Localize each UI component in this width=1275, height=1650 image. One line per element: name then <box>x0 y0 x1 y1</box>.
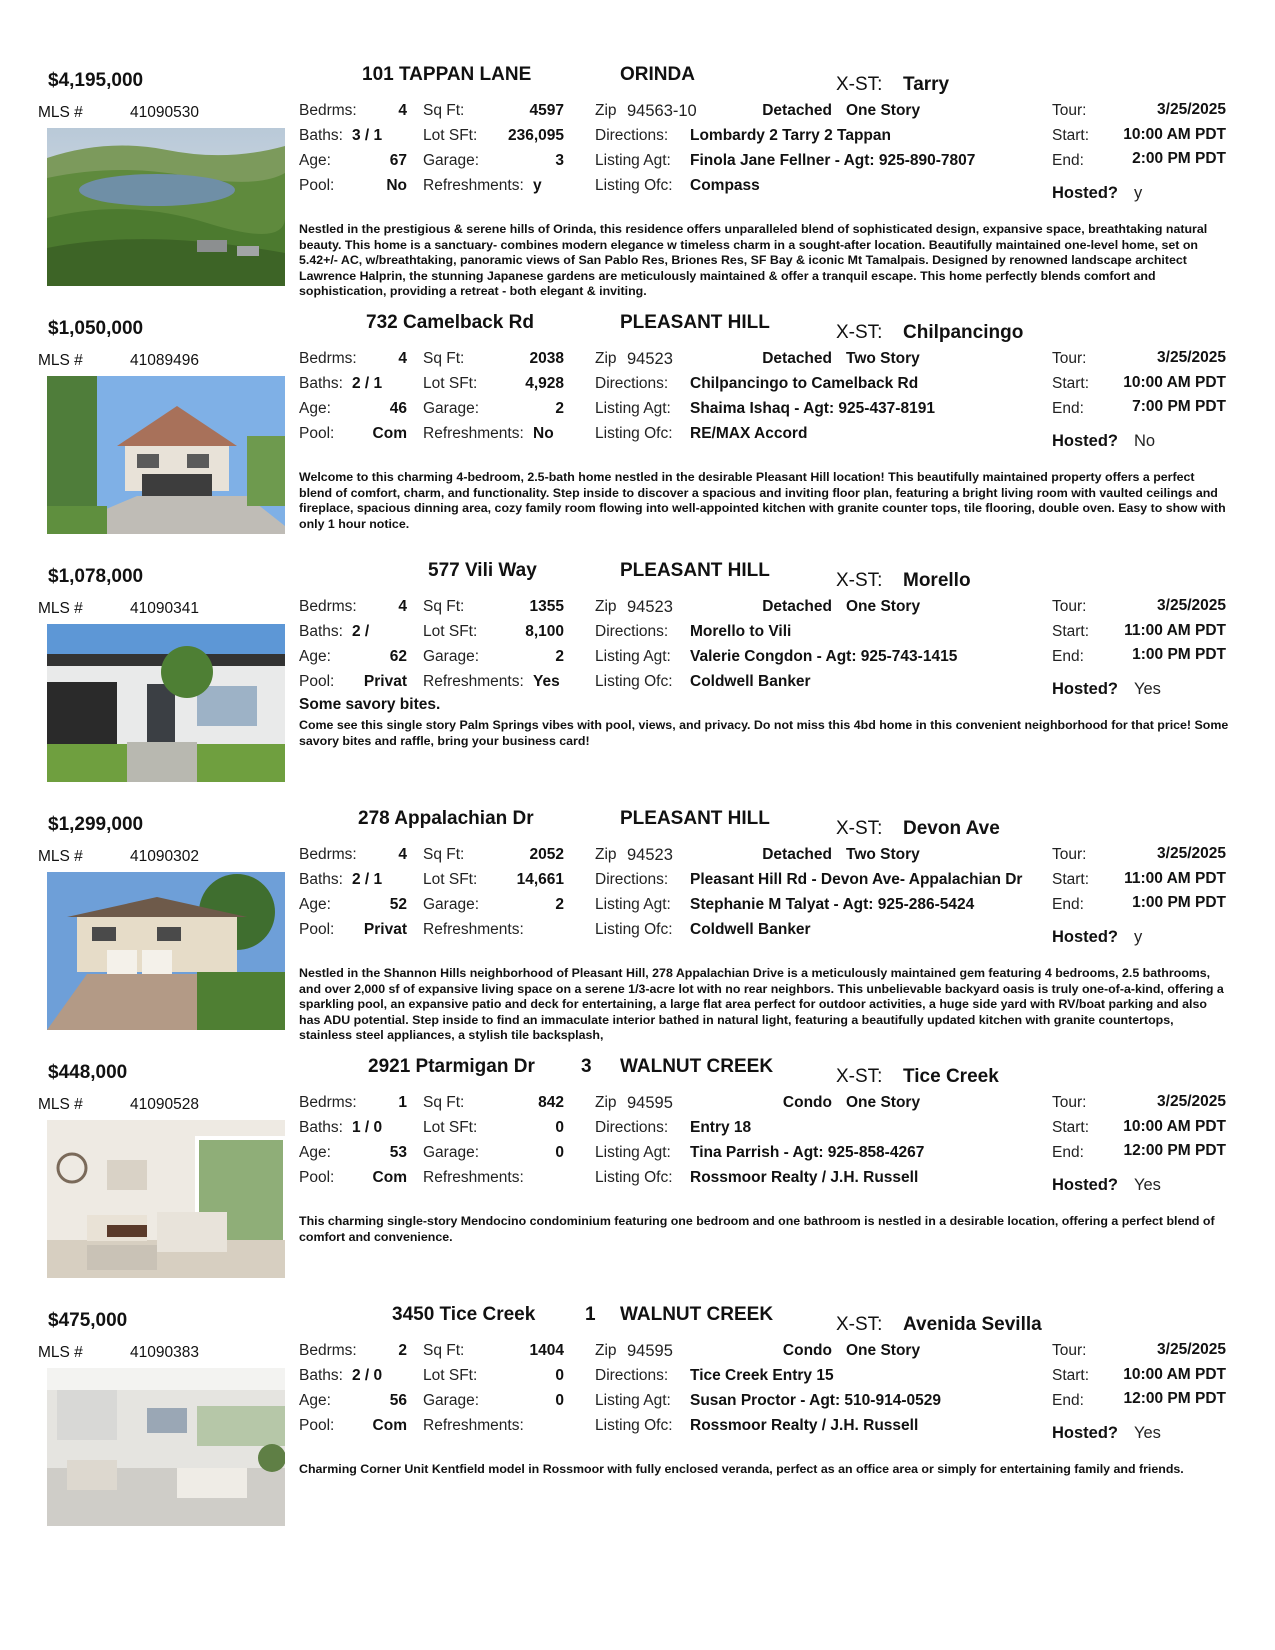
garage-label: Garage: <box>423 400 480 417</box>
zip-value: 94523 <box>627 598 673 616</box>
tour-date: 3/25/2025 <box>1157 349 1226 366</box>
mls-label: MLS # <box>38 600 83 617</box>
start-label: Start: <box>1052 1367 1090 1384</box>
refreshments-label: Refreshments: <box>423 1169 524 1186</box>
garage-value: 2 <box>555 896 564 913</box>
listing-address: 2921 Ptarmigan Dr <box>368 1056 535 1077</box>
start-label: Start: <box>1052 623 1090 640</box>
start-time: 10:00 AM PDT <box>1123 126 1226 143</box>
property-photo <box>47 1120 285 1278</box>
listing-note: Some savory bites. <box>299 696 441 713</box>
zip-value: 94563-10 <box>627 102 697 120</box>
pool-label: Pool: <box>299 673 335 690</box>
bedrooms-value: 4 <box>398 846 407 863</box>
pool-value: Privat <box>363 921 407 938</box>
refreshments-label: Refreshments: <box>423 177 524 194</box>
lot-sqft-label: Lot SFt: <box>423 623 478 640</box>
listing-price: $448,000 <box>48 1062 128 1083</box>
zip-label: Zip <box>595 1342 617 1359</box>
refreshments-value: No <box>533 425 554 442</box>
pool-value: No <box>386 177 407 194</box>
tour-date: 3/25/2025 <box>1157 1341 1226 1358</box>
hosted-value: No <box>1134 432 1156 450</box>
bedrooms-label: Bedrms: <box>299 846 357 863</box>
tour-date: 3/25/2025 <box>1157 1093 1226 1110</box>
mls-number: 41090383 <box>130 1344 199 1361</box>
baths-value: 2 / 0 <box>352 1367 383 1384</box>
end-time: 12:00 PM PDT <box>1123 1390 1226 1407</box>
listing-agent-label: Listing Agt: <box>595 1392 671 1409</box>
bedrooms-value: 1 <box>398 1094 407 1111</box>
pool-value: Com <box>372 1169 407 1186</box>
zip-label: Zip <box>595 102 617 119</box>
mls-label: MLS # <box>38 352 83 369</box>
baths-value: 2 / 1 <box>352 375 383 392</box>
bedrooms-label: Bedrms: <box>299 102 357 119</box>
mls-label: MLS # <box>38 848 83 865</box>
hosted-label: Hosted? <box>1052 1424 1118 1442</box>
stories: One Story <box>846 598 921 615</box>
listing-price: $4,195,000 <box>48 70 144 91</box>
listing-agent-value: Stephanie M Talyat - Agt: 925-286-5424 <box>690 896 975 913</box>
directions-value: Morello to Vili <box>690 623 792 640</box>
listing-unit: 1 <box>585 1304 596 1325</box>
garage-label: Garage: <box>423 152 480 169</box>
garage-value: 3 <box>555 152 564 169</box>
sqft-value: 1404 <box>529 1342 564 1359</box>
start-label: Start: <box>1052 871 1090 888</box>
start-time: 10:00 AM PDT <box>1123 374 1226 391</box>
listing-agent-value: Shaima Ishaq - Agt: 925-437-8191 <box>690 400 935 417</box>
lot-sqft-value: 14,661 <box>516 871 564 888</box>
zip-value: 94523 <box>627 350 673 368</box>
end-label: End: <box>1052 400 1084 417</box>
sqft-label: Sq Ft: <box>423 1342 465 1359</box>
baths-label: Baths: <box>299 1367 343 1384</box>
stories: Two Story <box>846 350 920 367</box>
sqft-label: Sq Ft: <box>423 102 465 119</box>
refreshments-label: Refreshments: <box>423 921 524 938</box>
listing-city: ORINDA <box>620 64 695 85</box>
directions-value: Chilpancingo to Camelback Rd <box>690 375 919 392</box>
age-label: Age: <box>299 152 331 169</box>
sqft-label: Sq Ft: <box>423 598 465 615</box>
zip-label: Zip <box>595 846 617 863</box>
tour-label: Tour: <box>1052 598 1087 615</box>
hosted-label: Hosted? <box>1052 432 1118 450</box>
pool-label: Pool: <box>299 921 335 938</box>
bedrooms-label: Bedrms: <box>299 1342 357 1359</box>
property-photo <box>47 376 285 534</box>
mls-number: 41090341 <box>130 600 199 617</box>
listing-2 <box>0 306 1275 568</box>
end-label: End: <box>1052 1144 1084 1161</box>
listing-address: 577 Vili Way <box>428 560 537 581</box>
cross-street-value: Devon Ave <box>903 818 1000 839</box>
listing-agent-value: Valerie Congdon - Agt: 925-743-1415 <box>690 648 958 665</box>
sqft-value: 4597 <box>529 102 564 119</box>
lot-sqft-value: 0 <box>555 1367 564 1384</box>
tour-date: 3/25/2025 <box>1157 101 1226 118</box>
listing-price: $1,050,000 <box>48 318 144 339</box>
zip-label: Zip <box>595 350 617 367</box>
baths-value: 2 / 1 <box>352 871 383 888</box>
pool-value: Privat <box>363 673 407 690</box>
hosted-value: Yes <box>1134 1424 1161 1442</box>
tour-label: Tour: <box>1052 102 1087 119</box>
lot-sqft-label: Lot SFt: <box>423 1119 478 1136</box>
lot-sqft-value: 0 <box>555 1119 564 1136</box>
tour-label: Tour: <box>1052 846 1087 863</box>
listing-office-value: Coldwell Banker <box>690 921 811 938</box>
cross-street-label: X-ST: <box>836 1314 883 1335</box>
bedrooms-value: 4 <box>398 350 407 367</box>
hosted-label: Hosted? <box>1052 1176 1118 1194</box>
end-label: End: <box>1052 1392 1084 1409</box>
mls-number: 41090530 <box>130 104 199 121</box>
property-photo <box>47 128 285 286</box>
end-label: End: <box>1052 896 1084 913</box>
pool-label: Pool: <box>299 425 335 442</box>
listing-office-label: Listing Ofc: <box>595 1169 673 1186</box>
listing-3 <box>0 554 1275 816</box>
lot-sqft-label: Lot SFt: <box>423 127 478 144</box>
listing-price: $1,078,000 <box>48 566 144 587</box>
mls-number: 41090528 <box>130 1096 199 1113</box>
cross-street-value: Tarry <box>903 74 950 95</box>
baths-value: 2 / <box>352 623 370 640</box>
bedrooms-label: Bedrms: <box>299 350 357 367</box>
end-label: End: <box>1052 648 1084 665</box>
refreshments-label: Refreshments: <box>423 425 524 442</box>
sqft-value: 2038 <box>529 350 564 367</box>
lot-sqft-value: 8,100 <box>525 623 564 640</box>
lot-sqft-label: Lot SFt: <box>423 871 478 888</box>
start-label: Start: <box>1052 1119 1090 1136</box>
baths-value: 1 / 0 <box>352 1119 383 1136</box>
listing-agent-label: Listing Agt: <box>595 648 671 665</box>
property-photo <box>47 1368 285 1526</box>
stories: One Story <box>846 102 921 119</box>
age-label: Age: <box>299 1392 331 1409</box>
end-time: 12:00 PM PDT <box>1123 1142 1226 1159</box>
sqft-value: 1355 <box>529 598 564 615</box>
garage-label: Garage: <box>423 1144 480 1161</box>
directions-value: Tice Creek Entry 15 <box>690 1367 834 1384</box>
listing-address: 278 Appalachian Dr <box>358 808 534 829</box>
bedrooms-label: Bedrms: <box>299 598 357 615</box>
listing-description: Come see this single story Palm Springs vibes with pool, views, and privacy. Do not miss this 4bd home in this convenient neighborhood for that price! Some savory bites and raffle, bring your business card! <box>299 718 1229 748</box>
garage-label: Garage: <box>423 648 480 665</box>
property-photo <box>47 624 285 782</box>
listing-agent-label: Listing Agt: <box>595 400 671 417</box>
directions-label: Directions: <box>595 1367 669 1384</box>
listing-office-label: Listing Ofc: <box>595 177 673 194</box>
stories: One Story <box>846 1342 921 1359</box>
directions-label: Directions: <box>595 127 669 144</box>
cross-street-label: X-ST: <box>836 818 883 839</box>
listing-city: WALNUT CREEK <box>620 1304 774 1325</box>
listing-address: 101 TAPPAN LANE <box>362 64 532 85</box>
garage-value: 2 <box>555 648 564 665</box>
property-type: Detached <box>762 846 832 863</box>
age-value: 67 <box>389 152 407 169</box>
age-label: Age: <box>299 648 331 665</box>
property-type: Detached <box>762 102 832 119</box>
hosted-value: Yes <box>1134 1176 1161 1194</box>
age-label: Age: <box>299 400 331 417</box>
property-type: Condo <box>782 1342 832 1359</box>
zip-label: Zip <box>595 1094 617 1111</box>
hosted-value: Yes <box>1134 680 1161 698</box>
property-type: Detached <box>762 598 832 615</box>
pool-value: Com <box>372 1417 407 1434</box>
mls-label: MLS # <box>38 1096 83 1113</box>
age-value: 56 <box>389 1392 407 1409</box>
end-time: 1:00 PM PDT <box>1132 646 1226 663</box>
baths-label: Baths: <box>299 127 343 144</box>
tour-label: Tour: <box>1052 1342 1087 1359</box>
garage-label: Garage: <box>423 896 480 913</box>
directions-label: Directions: <box>595 871 669 888</box>
baths-label: Baths: <box>299 1119 343 1136</box>
listing-address: 3450 Tice Creek <box>392 1304 536 1325</box>
age-value: 62 <box>389 648 407 665</box>
listing-address: 732 Camelback Rd <box>366 312 534 333</box>
end-label: End: <box>1052 152 1084 169</box>
garage-value: 2 <box>555 400 564 417</box>
cross-street-value: Chilpancingo <box>903 322 1024 343</box>
listing-agent-value: Susan Proctor - Agt: 510-914-0529 <box>690 1392 941 1409</box>
listing-agent-value: Finola Jane Fellner - Agt: 925-890-7807 <box>690 152 976 169</box>
hosted-label: Hosted? <box>1052 928 1118 946</box>
garage-label: Garage: <box>423 1392 480 1409</box>
pool-value: Com <box>372 425 407 442</box>
baths-value: 3 / 1 <box>352 127 383 144</box>
baths-label: Baths: <box>299 623 343 640</box>
refreshments-label: Refreshments: <box>423 1417 524 1434</box>
mls-number: 41089496 <box>130 352 199 369</box>
baths-label: Baths: <box>299 871 343 888</box>
property-photo <box>47 872 285 1030</box>
age-label: Age: <box>299 1144 331 1161</box>
start-label: Start: <box>1052 127 1090 144</box>
property-type: Condo <box>782 1094 832 1111</box>
start-time: 10:00 AM PDT <box>1123 1366 1226 1383</box>
stories: One Story <box>846 1094 921 1111</box>
cross-street-label: X-ST: <box>836 74 883 95</box>
mls-number: 41090302 <box>130 848 199 865</box>
start-time: 11:00 AM PDT <box>1124 870 1226 887</box>
lot-sqft-label: Lot SFt: <box>423 1367 478 1384</box>
bedrooms-label: Bedrms: <box>299 1094 357 1111</box>
directions-value: Entry 18 <box>690 1119 752 1136</box>
listing-office-value: Rossmoor Realty / J.H. Russell <box>690 1417 919 1434</box>
listing-unit: 3 <box>581 1056 592 1077</box>
lot-sqft-value: 4,928 <box>525 375 564 392</box>
listing-office-label: Listing Ofc: <box>595 921 673 938</box>
refreshments-label: Refreshments: <box>423 673 524 690</box>
zip-value: 94595 <box>627 1094 673 1112</box>
start-label: Start: <box>1052 375 1090 392</box>
sqft-label: Sq Ft: <box>423 350 465 367</box>
refreshments-value: Yes <box>533 673 560 690</box>
baths-label: Baths: <box>299 375 343 392</box>
zip-label: Zip <box>595 598 617 615</box>
lot-sqft-label: Lot SFt: <box>423 375 478 392</box>
listing-office-label: Listing Ofc: <box>595 1417 673 1434</box>
sqft-value: 2052 <box>529 846 564 863</box>
zip-value: 94523 <box>627 846 673 864</box>
pool-label: Pool: <box>299 1417 335 1434</box>
listing-city: PLEASANT HILL <box>620 560 770 581</box>
stories: Two Story <box>846 846 920 863</box>
listing-description: Charming Corner Unit Kentfield model in Rossmoor with fully enclosed veranda, perfect as an office area or simply for entertaining family and friends. <box>299 1462 1184 1476</box>
listing-office-value: RE/MAX Accord <box>690 425 808 442</box>
listing-5 <box>0 1050 1275 1312</box>
listing-office-label: Listing Ofc: <box>595 425 673 442</box>
tour-label: Tour: <box>1052 350 1087 367</box>
directions-value: Lombardy 2 Tarry 2 Tappan <box>690 127 891 144</box>
end-time: 1:00 PM PDT <box>1132 894 1226 911</box>
tour-label: Tour: <box>1052 1094 1087 1111</box>
garage-value: 0 <box>555 1144 564 1161</box>
pool-label: Pool: <box>299 177 335 194</box>
sqft-value: 842 <box>538 1094 564 1111</box>
sqft-label: Sq Ft: <box>423 846 465 863</box>
listing-4 <box>0 802 1275 1064</box>
lot-sqft-value: 236,095 <box>507 127 564 144</box>
end-time: 7:00 PM PDT <box>1132 398 1226 415</box>
bedrooms-value: 4 <box>398 102 407 119</box>
directions-value: Pleasant Hill Rd - Devon Ave- Appalachian Dr <box>690 871 1023 888</box>
cross-street-value: Tice Creek <box>903 1066 999 1087</box>
bedrooms-value: 4 <box>398 598 407 615</box>
listing-description: Nestled in the Shannon Hills neighborhood of Pleasant Hill, 278 Appalachian Drive is a meticulously maintained gem featuring 4 bedrooms, 2.5 bathrooms, and over 2,000 sf of expansive living space on a serene 1/3-acre lot with no rear neighbors. This unbelievable backyard oasis is truly one-of-a-kind, offering a sparkling pool, an expansive patio and deck for entertaining, a large flat area perfect for outdoor activities, a huge side yard with RV/boat parking and also has ADU potential. Step inside to find an immaculate interior bathed in natural light, featuring a beautifully updated kitchen with granite countertops, stainless steel appliances, a stylish tile backsplash, <box>299 966 1224 1043</box>
listing-city: PLEASANT HILL <box>620 808 770 829</box>
age-value: 46 <box>389 400 407 417</box>
end-time: 2:00 PM PDT <box>1132 150 1226 167</box>
hosted-value: y <box>1134 184 1143 202</box>
listing-office-value: Coldwell Banker <box>690 673 811 690</box>
cross-street-value: Avenida Sevilla <box>903 1314 1042 1335</box>
listing-description: Welcome to this charming 4-bedroom, 2.5-bath home nestled in the desirable Pleasant Hill location! This beautifully maintained property offers a perfect blend of comfort, charm, and functionality. Step inside to discover a spacious and inviting floor plan, featuring a bright living room with vaulted ceilings and fireplace, spacious dinning area, cozy family room flowing into well-appointed kitchen with granite counter tops, tile flooring, double oven. Easy to show with only 1 hour notice. <box>299 470 1226 531</box>
pool-label: Pool: <box>299 1169 335 1186</box>
listing-agent-label: Listing Agt: <box>595 896 671 913</box>
zip-value: 94595 <box>627 1342 673 1360</box>
bedrooms-value: 2 <box>398 1342 407 1359</box>
mls-label: MLS # <box>38 104 83 121</box>
listing-description: Nestled in the prestigious & serene hills of Orinda, this residence offers unparalleled blend of sophisticated design, expansive space, breathtaking natural beauty. This home is a sanctuary- combines modern elegance w timeless charm in a sought-after location. Beautifully maintained one-level home, set on 5.42+/- AC, w/breathtaking, panoramic views of San Pablo Res, Briones Res, SF Bay & iconic Mt Tamalpais. Designed by renowned landscape architect Lawrence Halprin, the stunning Japanese gardens are meticulously maintained & offer a tranquil escape. This home perfectly blends comfort and sophistication, providing a retreat - both elegant & inviting. <box>299 222 1208 299</box>
listing-agent-label: Listing Agt: <box>595 152 671 169</box>
listing-office-label: Listing Ofc: <box>595 673 673 690</box>
start-time: 10:00 AM PDT <box>1123 1118 1226 1135</box>
listing-office-value: Compass <box>690 177 760 194</box>
tour-date: 3/25/2025 <box>1157 845 1226 862</box>
mls-label: MLS # <box>38 1344 83 1361</box>
sqft-label: Sq Ft: <box>423 1094 465 1111</box>
directions-label: Directions: <box>595 1119 669 1136</box>
listing-description: This charming single-story Mendocino condominium featuring one bedroom and one bathroom is nestled in a desirable location, offering a perfect blend of comfort and convenience. <box>299 1214 1215 1244</box>
cross-street-value: Morello <box>903 570 971 591</box>
garage-value: 0 <box>555 1392 564 1409</box>
listing-city: PLEASANT HILL <box>620 312 770 333</box>
directions-label: Directions: <box>595 623 669 640</box>
hosted-label: Hosted? <box>1052 184 1118 202</box>
listing-price: $475,000 <box>48 1310 128 1331</box>
start-time: 11:00 AM PDT <box>1124 622 1226 639</box>
age-value: 53 <box>389 1144 407 1161</box>
property-type: Detached <box>762 350 832 367</box>
listing-office-value: Rossmoor Realty / J.H. Russell <box>690 1169 919 1186</box>
refreshments-value: y <box>533 177 542 194</box>
directions-label: Directions: <box>595 375 669 392</box>
listing-agent-value: Tina Parrish - Agt: 925-858-4267 <box>690 1144 925 1161</box>
age-value: 52 <box>389 896 407 913</box>
hosted-label: Hosted? <box>1052 680 1118 698</box>
listing-city: WALNUT CREEK <box>620 1056 774 1077</box>
listing-price: $1,299,000 <box>48 814 144 835</box>
age-label: Age: <box>299 896 331 913</box>
listing-6 <box>0 1298 1275 1560</box>
listing-agent-label: Listing Agt: <box>595 1144 671 1161</box>
listing-1 <box>0 58 1275 320</box>
hosted-value: y <box>1134 928 1143 946</box>
cross-street-label: X-ST: <box>836 322 883 343</box>
cross-street-label: X-ST: <box>836 1066 883 1087</box>
cross-street-label: X-ST: <box>836 570 883 591</box>
tour-date: 3/25/2025 <box>1157 597 1226 614</box>
